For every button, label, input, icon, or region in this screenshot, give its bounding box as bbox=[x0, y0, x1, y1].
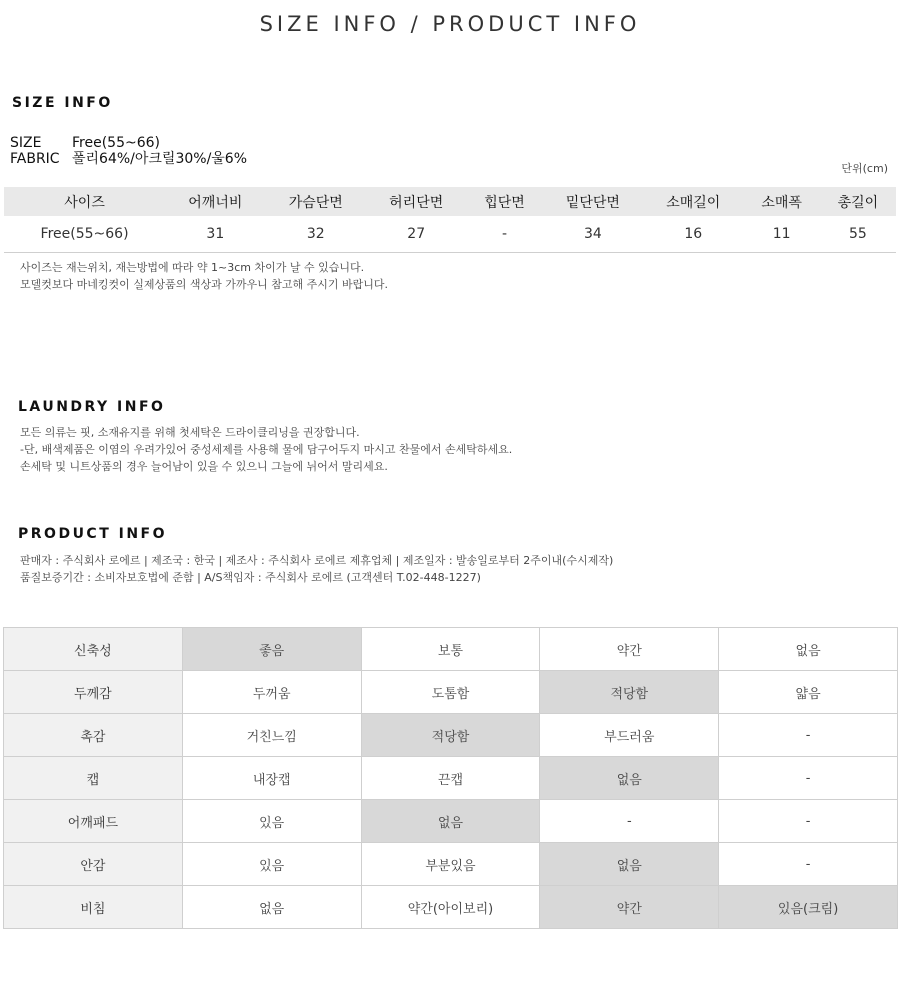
size-cell: 55 bbox=[820, 216, 896, 253]
attribute-row bbox=[4, 843, 898, 886]
attribute-label: 캡 bbox=[4, 757, 183, 800]
size-header-cell: 밑단단면 bbox=[543, 187, 643, 216]
attribute-label: 촉감 bbox=[4, 714, 183, 757]
attribute-row bbox=[4, 628, 898, 671]
size-cell: 16 bbox=[643, 216, 743, 253]
attribute-row bbox=[4, 800, 898, 843]
laundry-info-heading: LAUNDRY INFO bbox=[18, 399, 166, 415]
attribute-table bbox=[3, 627, 898, 929]
size-table-header bbox=[4, 187, 896, 216]
attribute-option: 끈캡 bbox=[361, 757, 540, 800]
attribute-table-body bbox=[4, 628, 898, 929]
laundry-notes bbox=[20, 424, 512, 475]
fabric-value: 폴리64%/아크릴30%/울6% bbox=[72, 151, 248, 167]
attribute-option: - bbox=[719, 843, 898, 886]
attribute-option: 없음 bbox=[182, 886, 361, 929]
size-cell: - bbox=[466, 216, 542, 253]
attribute-option: 없음 bbox=[719, 628, 898, 671]
attribute-option-selected: 좋음 bbox=[182, 628, 361, 671]
attribute-option: 부분있음 bbox=[361, 843, 540, 886]
attribute-option: 얇음 bbox=[719, 671, 898, 714]
product-line: 판매자 : 주식회사 로에르 | 제조국 : 한국 | 제조사 : 주식회사 로에르 제휴업체 | 제조일자 : 발송일로부터 2주이내(수시제작) bbox=[20, 554, 614, 567]
size-notes bbox=[20, 259, 388, 293]
size-header-cell: 허리단면 bbox=[366, 187, 466, 216]
attribute-option: - bbox=[719, 800, 898, 843]
laundry-line: 모든 의류는 핏, 소재유지를 위해 첫세탁은 드라이클리닝을 권장합니다. bbox=[20, 426, 360, 439]
laundry-line: 손세탁 및 니트상품의 경우 늘어남이 있을 수 있으니 그늘에 뉘어서 말리세요. bbox=[20, 460, 388, 473]
fabric-label: FABRIC bbox=[10, 151, 60, 167]
product-notes bbox=[20, 552, 613, 586]
attribute-option: 거친느낌 bbox=[182, 714, 361, 757]
product-info-heading: PRODUCT INFO bbox=[18, 526, 168, 542]
attribute-option: 있음 bbox=[182, 843, 361, 886]
attribute-option: - bbox=[719, 757, 898, 800]
attribute-option-selected: 없음 bbox=[540, 843, 719, 886]
size-table-row bbox=[4, 216, 896, 253]
attribute-option: 두꺼움 bbox=[182, 671, 361, 714]
attribute-option: - bbox=[540, 800, 719, 843]
size-header-cell: 어깨너비 bbox=[165, 187, 265, 216]
size-cell: 11 bbox=[744, 216, 820, 253]
attribute-row bbox=[4, 886, 898, 929]
attribute-label: 안감 bbox=[4, 843, 183, 886]
size-header-cell: 총길이 bbox=[820, 187, 896, 216]
attribute-option: - bbox=[719, 714, 898, 757]
size-row bbox=[10, 135, 160, 151]
unit-label: 단위(cm) bbox=[841, 162, 888, 175]
attribute-option: 도톰함 bbox=[361, 671, 540, 714]
size-header-cell: 힙단면 bbox=[466, 187, 542, 216]
attribute-option: 약간 bbox=[540, 628, 719, 671]
attribute-option: 약간(아이보리) bbox=[361, 886, 540, 929]
size-value: Free(55~66) bbox=[72, 135, 160, 151]
size-header-cell: 소매길이 bbox=[643, 187, 743, 216]
size-table bbox=[4, 187, 896, 253]
attribute-label: 어깨패드 bbox=[4, 800, 183, 843]
attribute-row bbox=[4, 671, 898, 714]
size-cell: 31 bbox=[165, 216, 265, 253]
size-table-body bbox=[4, 216, 896, 253]
attribute-option-selected: 없음 bbox=[361, 800, 540, 843]
size-note: 사이즈는 재는위치, 재는방법에 따라 약 1~3cm 차이가 날 수 있습니다. bbox=[20, 261, 365, 274]
product-line: 품질보증기간 : 소비자보호법에 준함 | A/S책임자 : 주식회사 로에르 (고객센터 T.02-448-1227) bbox=[20, 571, 481, 584]
attribute-option-selected: 적당함 bbox=[540, 671, 719, 714]
attribute-option-selected: 없음 bbox=[540, 757, 719, 800]
attribute-option-selected: 적당함 bbox=[361, 714, 540, 757]
fabric-row bbox=[10, 151, 247, 167]
size-cell: 32 bbox=[266, 216, 366, 253]
attribute-option-selected: 약간 bbox=[540, 886, 719, 929]
attribute-option: 보통 bbox=[361, 628, 540, 671]
page-title: SIZE INFO / PRODUCT INFO bbox=[259, 12, 641, 36]
attribute-option: 있음 bbox=[182, 800, 361, 843]
attribute-label: 두께감 bbox=[4, 671, 183, 714]
size-note: 모델컷보다 마네킹컷이 실제상품의 색상과 가까우니 참고해 주시기 바랍니다. bbox=[20, 278, 389, 291]
attribute-option: 부드러움 bbox=[540, 714, 719, 757]
attribute-row bbox=[4, 757, 898, 800]
size-header-cell: 가슴단면 bbox=[266, 187, 366, 216]
attribute-option-selected: 있음(크림) bbox=[719, 886, 898, 929]
size-cell: 34 bbox=[543, 216, 643, 253]
size-cell: Free(55~66) bbox=[4, 216, 165, 253]
attribute-row bbox=[4, 714, 898, 757]
attribute-label: 신축성 bbox=[4, 628, 183, 671]
attribute-label: 비침 bbox=[4, 886, 183, 929]
size-header-cell: 소매폭 bbox=[744, 187, 820, 216]
size-header-cell: 사이즈 bbox=[4, 187, 165, 216]
size-label: SIZE bbox=[10, 135, 42, 151]
laundry-line: -단, 배색제품은 이염의 우려가있어 중성세제를 사용해 물에 담구어두지 마시고 찬물에서 손세탁하세요. bbox=[20, 443, 513, 456]
size-info-heading: SIZE INFO bbox=[12, 95, 113, 111]
attribute-option: 내장캡 bbox=[182, 757, 361, 800]
size-cell: 27 bbox=[366, 216, 466, 253]
